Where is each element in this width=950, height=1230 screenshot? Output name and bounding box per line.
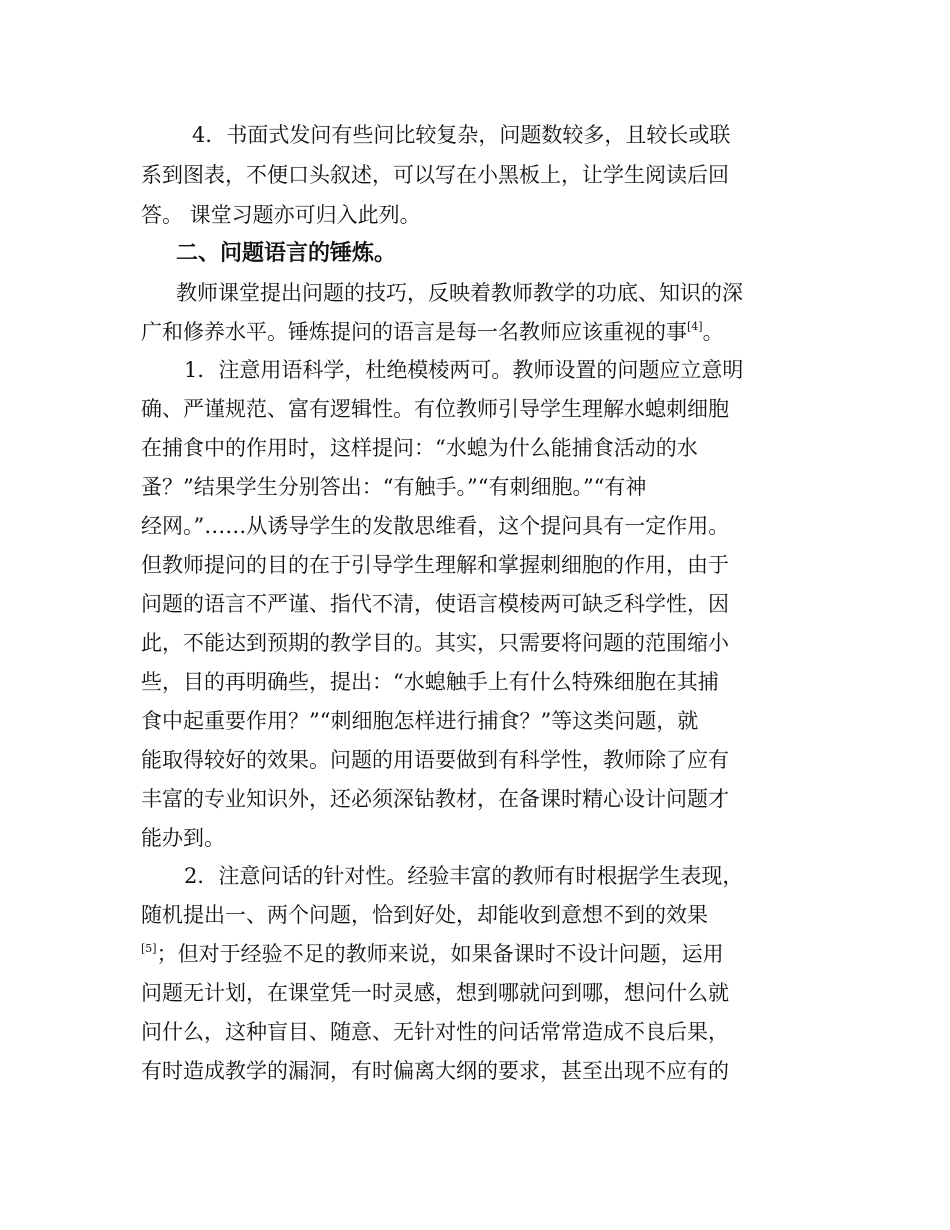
section-heading: 二、问题语言的锤炼。 — [176, 241, 397, 266]
para-3-line-10: 食中起重要作用？”“刺细胞怎样进行捕食？”等这类问题，就 — [141, 709, 699, 733]
para-4-line-3-text: ；但对于经验不足的教师来说，如果备课时不设计问题，运用 — [156, 942, 724, 966]
para-4-line-4: 问题无计划，在课堂凭一时灵感，想到哪就问到哪，想问什么就 — [141, 981, 729, 1005]
para-3-line-2: 确、严谨规范、富有逻辑性。有位教师引导学生理解水螅刺细胞 — [141, 397, 729, 421]
para-4-line-5: 问什么，这种盲目、随意、无针对性的问话常常造成不良后果， — [141, 1020, 729, 1044]
para-1-line-3: 答。 课堂习题亦可归入此列。 — [141, 203, 421, 227]
para-2-line-2-text: 广和修养水平。锤炼提问的语言是每一名教师应该重视的事 — [141, 320, 687, 344]
citation-4: [4] — [687, 320, 703, 333]
para-3-line-13: 能办到。 — [141, 826, 225, 850]
para-3-line-5: 经网。”……从诱导学生的发散思维看，这个提问具有一定作用。 — [141, 514, 730, 538]
para-2-line-1: 教师课堂提出问题的技巧，反映着教师教学的功底、知识的深 — [176, 281, 743, 305]
para-3-line-8: 此，不能达到预期的教学目的。其实，只需要将问题的范围缩小 — [141, 631, 729, 655]
para-1-line-1: 4．书面式发问有些问比较复杂，问题数较多，且较长或联 — [192, 123, 731, 147]
para-3-line-9: 些，目的再明确些，提出：“水螅触手上有什么特殊细胞在其捕 — [141, 670, 719, 694]
para-3-line-11: 能取得较好的效果。问题的用语要做到有科学性，教师除了应有 — [141, 748, 729, 772]
para-3-line-7: 问题的语言不严谨、指代不清，使语言模棱两可缺乏科学性，因 — [141, 592, 729, 616]
para-1-line-2: 系到图表，不便口头叙述，可以写在小黑板上，让学生阅读后回 — [141, 163, 729, 187]
para-2-line-2 — [141, 317, 724, 347]
para-4-line-6: 有时造成教学的漏洞，有时偏离大纲的要求，甚至出现不应有的 — [141, 1059, 729, 1083]
para-4-line-3 — [141, 939, 724, 969]
para-3-line-4: 蚤？”结果学生分别答出：“有触手。”“有刺细胞。”“有神 — [141, 475, 647, 499]
citation-5: [5] — [141, 942, 157, 955]
para-4-line-2: 随机提出一、两个问题，恰到好处，却能收到意想不到的效果 — [141, 903, 708, 927]
para-4-line-1: 2．注意问话的针对性。经验丰富的教师有时根据学生表现， — [184, 864, 744, 888]
para-3-line-1: 1．注意用语科学，杜绝模棱两可。教师设置的问题应立意明 — [184, 358, 744, 382]
para-2-line-2-tail: 。 — [702, 320, 724, 344]
para-3-line-6: 但教师提问的目的在于引导学生理解和掌握刺细胞的作用，由于 — [141, 553, 729, 577]
para-3-line-12: 丰富的专业知识外，还必须深钻教材，在备课时精心设计问题才 — [141, 787, 729, 811]
para-3-line-3: 在捕食中的作用时，这样提问：“水螅为什么能捕食活动的水 — [141, 436, 698, 460]
